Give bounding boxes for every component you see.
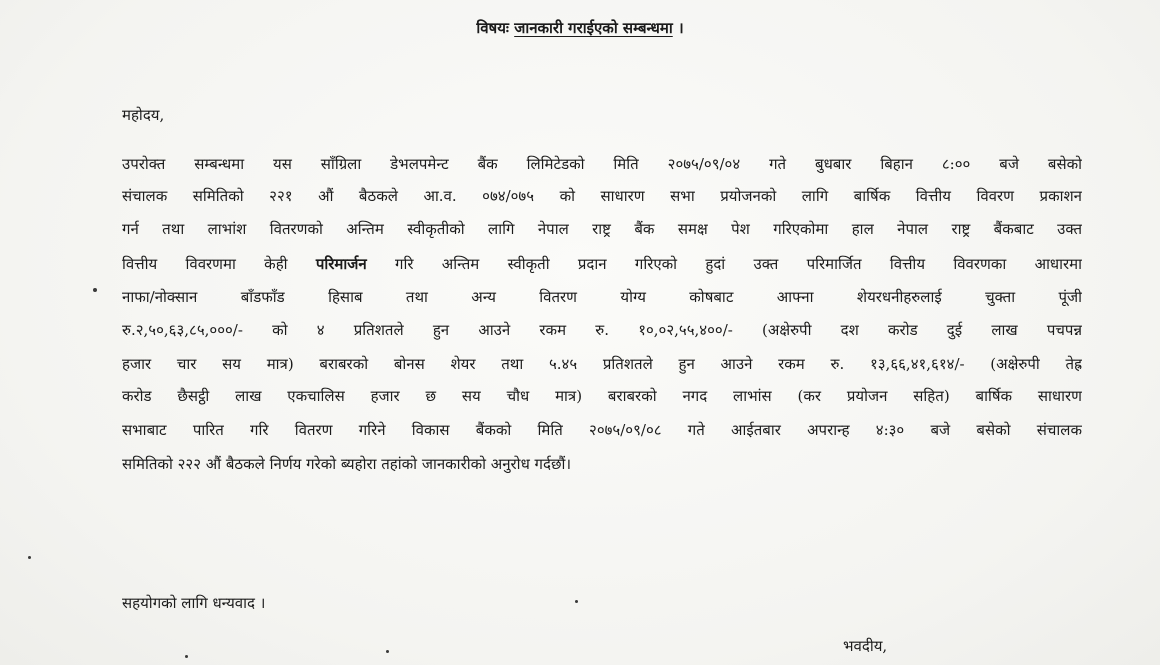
subject-topic: जानकारी गराईएको सम्बन्धमा [514, 19, 673, 37]
closing-line: भवदीय, [843, 637, 888, 655]
body-line-8: करोड छैसट्ठी लाख एकचालिस हजार छ सय चौध मात्र) बराबरको नगद लाभांस (कर प्रयोजन सहित) बार्षिक साधारण [122, 387, 1082, 405]
letter-subject [0, 18, 1160, 38]
body-line-9: सभाबाट पारित गरि वितरण गरिने विकास बैंकको मिति २०७५/०९/०८ गते आईतबार अपरान्ह ४:३० बजे बसेको संचालक [122, 421, 1082, 439]
body-line-4 [122, 254, 1082, 274]
salutation: महोदय, [122, 106, 165, 124]
body-line-1: उपरोक्त सम्बन्धमा यस साँग्रिला डेभलपमेन्ट बैंक लिमिटेडको मिति २०७५/०९/०४ गते बुधबार बिहान ८:०० बजे बसेको [122, 155, 1082, 173]
body-line-5: नाफा/नोक्सान बाँडफाँड हिसाब तथा अन्य वितरण योग्य कोषबाट आफ्ना शेयरधनीहरुलाई चुक्ता पूंजी [122, 288, 1082, 306]
paper-speck [185, 655, 188, 658]
body-line-7: हजार चार सय मात्र) बराबरको बोनस शेयर तथा ५.४५ प्रतिशतले हुन आउने रकम रु. १३,६६,४१,६१४/- (अक्षेरुपी तेह्र [122, 355, 1082, 373]
subject-prefix: विषयः [476, 19, 509, 37]
body-line-4-start: वित्तीय विवरणमा केही [122, 255, 288, 273]
thanks-line: सहयोगको लागि धन्यवाद । [122, 594, 266, 612]
paper-speck [28, 556, 31, 559]
body-line-3: गर्न तथा लाभांश वितरणको अन्तिम स्वीकृतीको लागि नेपाल राष्ट्र बैंक समक्ष पेश गरिएकोमा हाल नेपाल राष्ट्र बैंकबाट उक्त [122, 220, 1082, 238]
subject-end: । [677, 19, 684, 37]
paper-speck [93, 288, 97, 292]
paper-speck [386, 650, 389, 653]
bold-term: परिमार्जन [315, 255, 367, 273]
body-line-2: संचालक समितिको २२१ औं बैठकले आ.व. ०७४/०७५ को साधारण सभा प्रयोजनको लागि बार्षिक वित्तीय विवरण प्रकाशन [122, 187, 1082, 205]
body-line-4-end: गरि अन्तिम स्वीकृती प्रदान गरिएको हुदां उक्त परिमार्जित वित्तीय विवरणका आधारमा [395, 255, 1082, 273]
body-line-6: रु.२,५०,६३,८५,०००/- को ४ प्रतिशतले हुन आउने रकम रु. १०,०२,५५,४००/- (अक्षेरुपी दश करोड दुई लाख पचपन्न [122, 321, 1082, 339]
body-line-10: समितिको २२२ औं बैठकले निर्णय गरेको ब्यहोरा तहांको जानकारीको अनुरोध गर्दछौं। [122, 455, 572, 473]
paper-speck [575, 600, 578, 603]
